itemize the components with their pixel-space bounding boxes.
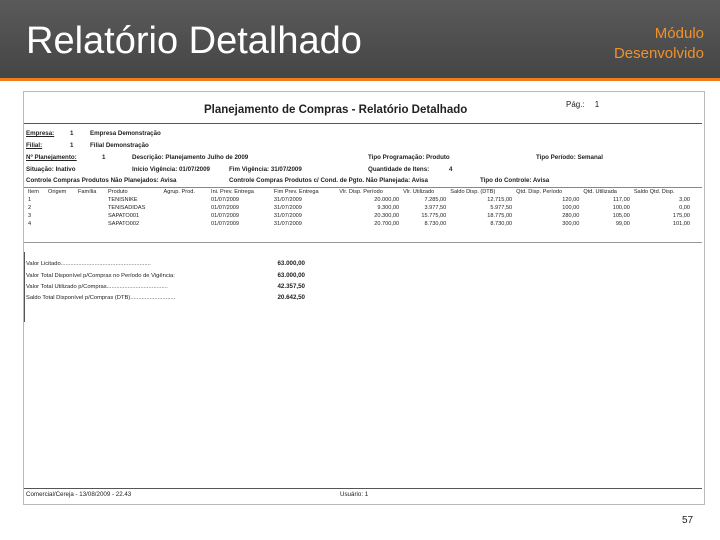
fim-vigencia-field: Fim Vigência: 31/07/2009 bbox=[229, 166, 302, 173]
column-header: Saldo Disp. (DTB) bbox=[450, 189, 496, 195]
total-value: 63.000,00 bbox=[277, 260, 305, 267]
table-cell: 01/07/2009 bbox=[211, 205, 240, 211]
table-cell: SAPATO001 bbox=[108, 213, 140, 219]
table-cell bbox=[161, 196, 209, 204]
table-cell bbox=[76, 212, 106, 220]
column-header: Qtd. Utilizada bbox=[583, 189, 617, 195]
table-cell: 105,00 bbox=[612, 213, 630, 219]
planejamento-value: 1 bbox=[102, 154, 106, 161]
report-screenshot bbox=[23, 91, 705, 505]
table-cell: 3 bbox=[28, 213, 32, 219]
planejamento-label: Nº Planejamento: bbox=[26, 154, 77, 161]
table-cell: 101,00 bbox=[672, 221, 690, 227]
table-cell: 0,00 bbox=[679, 205, 690, 211]
total-label: Saldo Total Disponível p/Compras (DTB)............................ bbox=[26, 295, 176, 301]
table-cell bbox=[46, 204, 76, 212]
total-value: 20.642,50 bbox=[277, 294, 305, 301]
descricao-field: Descrição: Planejamento Julho de 2009 bbox=[132, 154, 249, 161]
table-cell: 18.775,00 bbox=[487, 213, 513, 219]
empresa-name: Empresa Demonstração bbox=[90, 130, 161, 137]
footer-rule bbox=[24, 488, 702, 489]
table-cell: 5.977,50 bbox=[490, 205, 513, 211]
table-cell: 7.285,00 bbox=[424, 197, 447, 203]
table-cell: 8.730,00 bbox=[490, 221, 513, 227]
controle-nao-planejados-field: Controle Compras Produtos Não Planejados: Avisa bbox=[26, 177, 177, 184]
filial-label: Filial: bbox=[26, 142, 43, 149]
table-cell bbox=[161, 220, 209, 228]
table-row bbox=[26, 204, 692, 212]
table-cell: 120,00 bbox=[562, 197, 580, 203]
table-cell: 3,00 bbox=[679, 197, 690, 203]
accent-bar bbox=[0, 78, 720, 81]
table-cell bbox=[46, 212, 76, 220]
column-header: Ini. Prev. Entrega bbox=[211, 189, 254, 195]
column-header: Qtd. Disp. Período bbox=[516, 189, 563, 195]
situacao-field: Situação: Inativo bbox=[26, 166, 76, 173]
slide-header bbox=[0, 0, 720, 78]
table-cell: 175,00 bbox=[672, 213, 690, 219]
table-cell bbox=[76, 196, 106, 204]
total-value: 63.000,00 bbox=[277, 272, 305, 279]
table-cell: 300,00 bbox=[562, 221, 580, 227]
table-cell: 280,00 bbox=[562, 213, 580, 219]
column-header: Fim Prev. Entrega bbox=[273, 189, 319, 195]
filial-code: 1 bbox=[70, 142, 74, 149]
total-label: Valor Total Disponível p/Compras no Período de Vigência: bbox=[26, 273, 175, 279]
quantidade-itens-label: Quantidade de Itens: bbox=[368, 166, 430, 173]
slide-title: Relatório Detalhado bbox=[26, 20, 362, 62]
table-cell: 1 bbox=[28, 197, 32, 203]
table-cell bbox=[76, 220, 106, 228]
module-label bbox=[614, 24, 704, 64]
table-cell: 31/07/2009 bbox=[273, 197, 302, 203]
controle-cond-pgto-field: Controle Compras Produtos c/ Cond. de Pgto. Não Planejada: Avisa bbox=[229, 177, 428, 184]
column-header: Produto bbox=[108, 189, 128, 195]
table-cell: TENISADIDAS bbox=[108, 205, 146, 211]
column-header: Vlr. Disp. Período bbox=[339, 189, 383, 195]
table-cell: 31/07/2009 bbox=[273, 205, 302, 211]
table-cell: 20.000,00 bbox=[374, 197, 400, 203]
table-cell: 8.730,00 bbox=[424, 221, 447, 227]
total-label: Valor Licitado........................................................ bbox=[26, 261, 151, 267]
filial-name: Filial Demonstração bbox=[90, 142, 149, 149]
column-header: Origem bbox=[48, 189, 67, 195]
page-label: Pág.: bbox=[566, 100, 585, 109]
table-row bbox=[26, 196, 692, 204]
report-title: Planejamento de Compras - Relatório Detalhado bbox=[204, 104, 468, 116]
table-cell: 3.977,50 bbox=[424, 205, 447, 211]
table-cell: 12.715,00 bbox=[487, 197, 513, 203]
table-cell: SAPATO002 bbox=[108, 221, 140, 227]
table-cell: 15.775,00 bbox=[421, 213, 447, 219]
table-cell: 20.700,00 bbox=[374, 221, 400, 227]
module-label-line1: Módulo bbox=[654, 25, 704, 42]
tipo-periodo-field: Tipo Período: Semanal bbox=[536, 154, 603, 161]
totals-left-border bbox=[24, 252, 25, 322]
slide-page-number: 57 bbox=[682, 515, 694, 526]
table-cell: 4 bbox=[28, 221, 32, 227]
table-cell: 9.300,00 bbox=[377, 205, 400, 211]
table-cell bbox=[76, 204, 106, 212]
module-label-line2: Desenvolvido bbox=[613, 45, 704, 62]
table-row bbox=[26, 220, 692, 228]
report-footer-timestamp: Comercial/Cereja - 13/08/2009 - 22.43 bbox=[26, 491, 132, 498]
tipo-controle-field: Tipo do Controle: Avisa bbox=[480, 177, 550, 184]
table-cell: 31/07/2009 bbox=[273, 213, 302, 219]
report-page-indicator bbox=[566, 100, 599, 109]
column-header: Agrup. Prod. bbox=[163, 189, 195, 195]
table-bottom-rule bbox=[24, 242, 702, 243]
table-row bbox=[26, 212, 692, 220]
table-cell: 2 bbox=[28, 205, 32, 211]
empresa-code: 1 bbox=[70, 130, 74, 137]
column-header: Vlr. Utilizado bbox=[403, 189, 435, 195]
table-cell: 01/07/2009 bbox=[211, 221, 240, 227]
tipo-programacao-field: Tipo Programação: Produto bbox=[368, 154, 450, 161]
inicio-vigencia-field: Início Vigência: 01/07/2009 bbox=[132, 166, 210, 173]
page-value: 1 bbox=[594, 100, 600, 109]
column-header: Família bbox=[78, 189, 97, 195]
empresa-label: Empresa: bbox=[26, 130, 55, 137]
table-cell: 117,00 bbox=[613, 197, 630, 203]
total-value: 42.357,50 bbox=[277, 283, 305, 290]
items-table bbox=[26, 188, 692, 228]
column-header: Item bbox=[28, 189, 39, 195]
column-header: Saldo Qtd. Disp. bbox=[633, 189, 675, 195]
table-cell bbox=[46, 196, 76, 204]
total-label: Valor Total Utilizado p/Compras...................................... bbox=[26, 284, 168, 290]
quantidade-itens-value: 4 bbox=[449, 166, 453, 173]
header-rule bbox=[24, 123, 702, 124]
report-footer-user: Usuário: 1 bbox=[340, 491, 369, 498]
table-cell: 99,00 bbox=[615, 221, 630, 227]
table-cell: 01/07/2009 bbox=[211, 197, 240, 203]
table-cell: 31/07/2009 bbox=[273, 221, 302, 227]
table-cell: 100,00 bbox=[612, 205, 630, 211]
table-header-row bbox=[26, 188, 692, 196]
table-cell: TENISNIKE bbox=[108, 197, 138, 203]
table-cell bbox=[46, 220, 76, 228]
table-cell: 01/07/2009 bbox=[211, 213, 240, 219]
table-cell bbox=[161, 204, 209, 212]
table-cell: 100,00 bbox=[562, 205, 580, 211]
table-cell bbox=[161, 212, 209, 220]
table-cell: 20.300,00 bbox=[374, 213, 400, 219]
